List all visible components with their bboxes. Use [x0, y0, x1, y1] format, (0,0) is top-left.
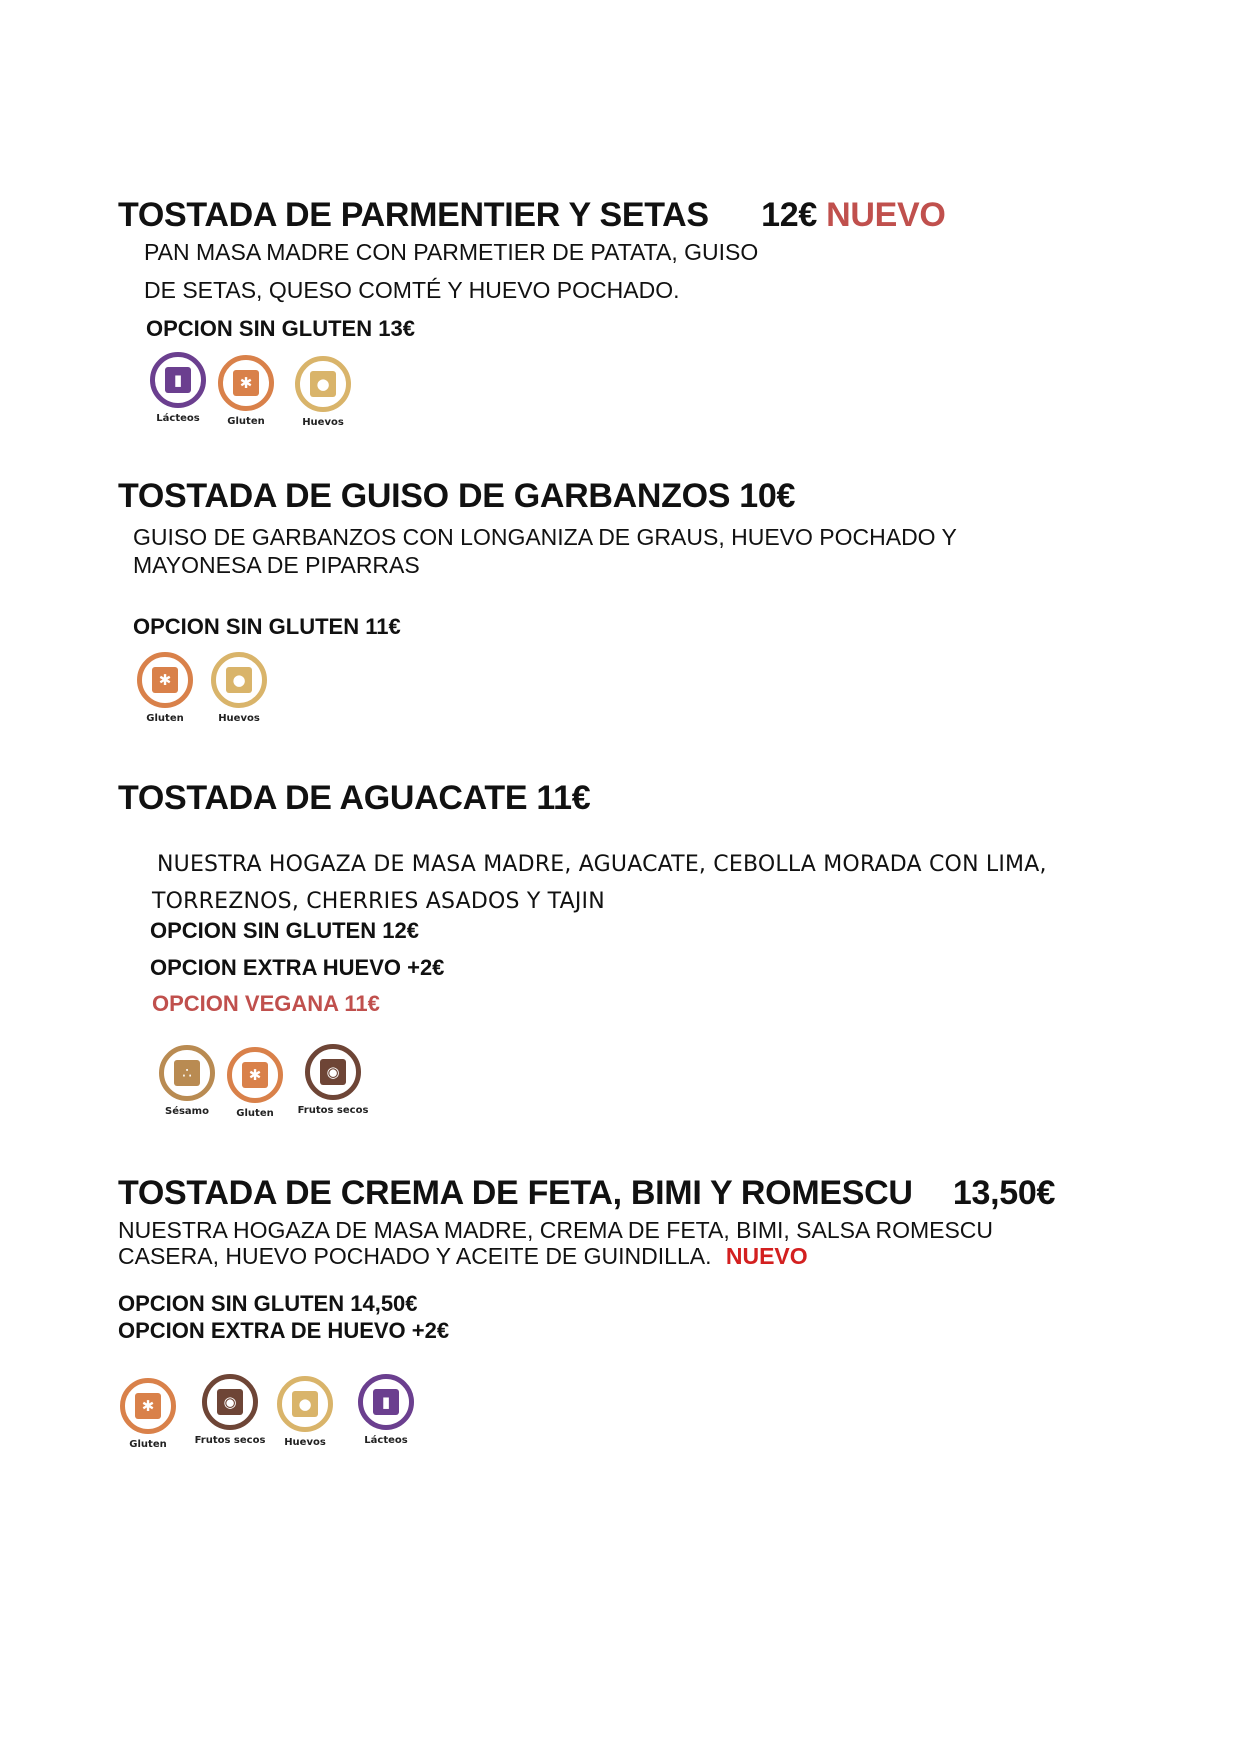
item-1-title-line [118, 196, 946, 235]
wheat-icon: ✱ [135, 1393, 161, 1419]
item-1-desc-line-2: DE SETAS, QUESO COMTÉ Y HUEVO POCHADO. [144, 277, 680, 303]
allergen-frutos-secos: ◉ Frutos secos [295, 1044, 371, 1116]
item-2-desc-line-1: GUISO DE GARBANZOS CON LONGANIZA DE GRAUS, HUEVO POCHADO Y [133, 524, 957, 550]
allergen-huevos: ● Huevos [273, 1376, 337, 1448]
allergen-gluten: ✱ Gluten [225, 1047, 285, 1119]
item-4-option-gluten-free: OPCION SIN GLUTEN 14,50€ [118, 1291, 418, 1316]
item-3-option-vegan: OPCION VEGANA 11€ [152, 991, 380, 1016]
allergen-gluten: ✱ Gluten [216, 355, 276, 427]
item-2-title: TOSTADA DE GUISO DE GARBANZOS 10€ [118, 477, 796, 515]
allergen-lacteos: ▮ Lácteos [148, 352, 208, 424]
item-1-new-badge: NUEVO [826, 196, 946, 234]
milk-carton-icon: ▮ [165, 367, 191, 393]
wheat-icon: ✱ [242, 1062, 268, 1088]
item-1-price: 12€ [761, 196, 817, 234]
item-2-desc-line-2: MAYONESA DE PIPARRAS [133, 552, 420, 578]
allergen-gluten: ✱ Gluten [118, 1378, 178, 1450]
item-4-title: TOSTADA DE CREMA DE FETA, BIMI Y ROMESCU [118, 1174, 913, 1212]
item-1-desc-line-1: PAN MASA MADRE CON PARMETIER DE PATATA, GUISO [144, 239, 759, 265]
item-4-price: 13,50€ [952, 1174, 1056, 1212]
egg-icon: ● [292, 1391, 318, 1417]
sesame-seeds-icon: ∴ [174, 1060, 200, 1086]
allergen-huevos: ● Huevos [207, 652, 271, 724]
allergen-lacteos: ▮ Lácteos [354, 1374, 418, 1446]
item-4-desc-line-1: NUESTRA HOGAZA DE MASA MADRE, CREMA DE FETA, BIMI, SALSA ROMESCU [118, 1217, 994, 1243]
milk-carton-icon: ▮ [373, 1389, 399, 1415]
nut-icon: ◉ [217, 1389, 243, 1415]
allergen-gluten: ✱ Gluten [135, 652, 195, 724]
item-4-option-extra-egg: OPCION EXTRA DE HUEVO +2€ [118, 1318, 450, 1343]
item-3-desc-line-1: NUESTRA HOGAZA DE MASA MADRE, AGUACATE, CEBOLLA MORADA CON LIMA, [157, 852, 1047, 877]
nut-icon: ◉ [320, 1059, 346, 1085]
item-3-desc-line-2: TORREZNOS, CHERRIES ASADOS Y TAJIN [152, 889, 605, 914]
item-3-option-extra-egg: OPCION EXTRA HUEVO +2€ [150, 955, 445, 980]
item-4-desc-line-2: CASERA, HUEVO POCHADO Y ACEITE DE GUINDILLA. NUEVO [118, 1243, 808, 1269]
item-1-option-gluten-free: OPCION SIN GLUTEN 13€ [146, 316, 415, 341]
allergen-huevos: ● Huevos [291, 356, 355, 428]
allergen-sesamo: ∴ Sésamo [155, 1045, 219, 1117]
item-2-option-gluten-free: OPCION SIN GLUTEN 11€ [133, 614, 401, 639]
allergen-frutos-secos: ◉ Frutos secos [192, 1374, 268, 1446]
item-3-title: TOSTADA DE AGUACATE 11€ [118, 779, 591, 817]
egg-icon: ● [310, 371, 336, 397]
item-1-title: TOSTADA DE PARMENTIER Y SETAS [118, 196, 709, 234]
item-4-title-line [118, 1174, 1055, 1213]
item-3-option-gluten-free: OPCION SIN GLUTEN 12€ [150, 918, 419, 943]
wheat-icon: ✱ [152, 667, 178, 693]
item-4-new-badge: NUEVO [725, 1243, 808, 1269]
wheat-icon: ✱ [233, 370, 259, 396]
egg-icon: ● [226, 667, 252, 693]
